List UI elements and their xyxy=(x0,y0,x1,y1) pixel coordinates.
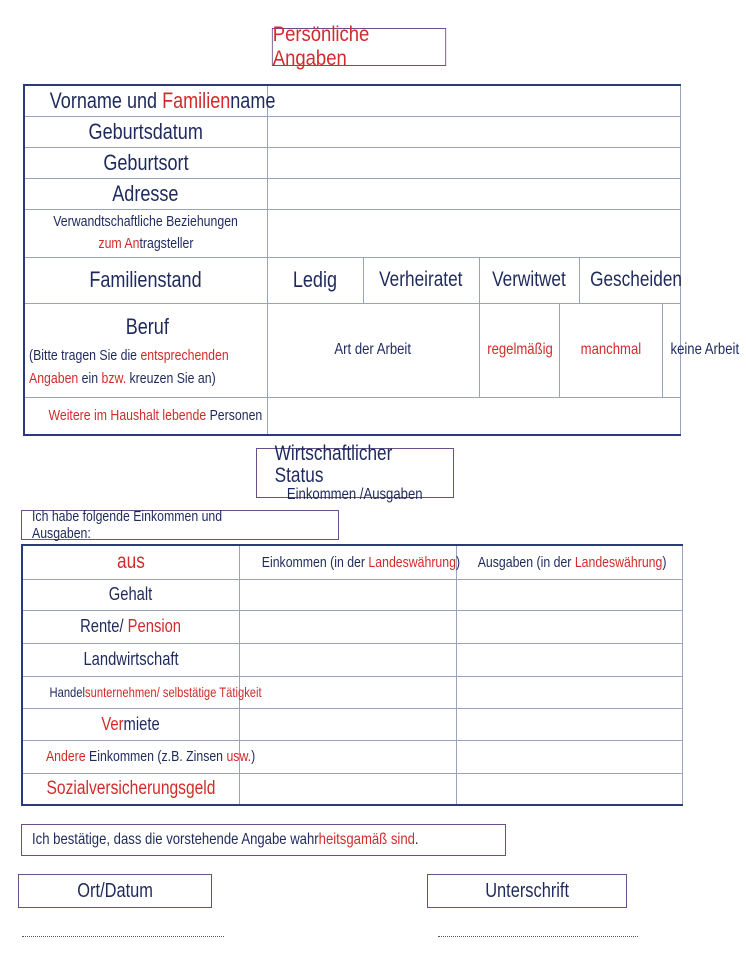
income-business[interactable] xyxy=(239,676,456,708)
input-relation[interactable] xyxy=(267,209,680,257)
status-title: Wirtschaftlicher Status xyxy=(274,441,393,487)
input-name[interactable] xyxy=(267,85,680,116)
option-regular[interactable]: regelmäßig xyxy=(479,303,559,397)
input-birthdate[interactable] xyxy=(267,116,680,147)
label-rent: Vermiete xyxy=(22,708,239,740)
row-address xyxy=(24,178,680,209)
label-household: Weitere im Haushalt lebende Personen xyxy=(24,397,267,435)
input-address[interactable] xyxy=(267,178,680,209)
row-other xyxy=(22,740,682,773)
row-agriculture xyxy=(22,643,682,676)
header-income: Einkommen (in der Landeswährung) xyxy=(239,545,456,579)
place-date-label: Ort/Datum xyxy=(18,874,212,908)
label-salary: Gehalt xyxy=(22,579,239,610)
row-relation xyxy=(24,209,680,257)
personal-info-table xyxy=(23,84,739,436)
income-pension[interactable] xyxy=(239,610,456,643)
expense-business[interactable] xyxy=(456,676,682,708)
label-relation: Verwandtschaftliche Beziehungen zum Antragsteller xyxy=(24,209,267,257)
row-birthdate xyxy=(24,116,680,147)
confirmation-text: Ich bestätige, dass die vorstehende Angabe wahrheitsgamäß sind. xyxy=(32,831,419,848)
row-business xyxy=(22,676,682,708)
expense-agriculture[interactable] xyxy=(456,643,682,676)
option-verwitwet[interactable]: Verwitwet xyxy=(479,257,579,303)
row-marital xyxy=(24,257,680,303)
expense-other[interactable] xyxy=(456,740,682,773)
expense-pension[interactable] xyxy=(456,610,682,643)
option-verheiratet[interactable]: Verheiratet xyxy=(363,257,479,303)
income-table xyxy=(21,544,683,806)
label-other: Andere Einkommen (z.B. Zinsen usw.) xyxy=(22,740,239,773)
label-birthdate: Geburtsdatum xyxy=(24,116,267,147)
label-social: Sozialversicherungsgeld xyxy=(22,773,239,805)
label-name: Vorname und Familienname xyxy=(24,85,267,116)
label-job: Beruf (Bitte tragen Sie die entsprechenden Angaben ein bzw. kreuzen Sie an) xyxy=(24,303,267,397)
income-social[interactable] xyxy=(239,773,456,805)
row-birthplace xyxy=(24,147,680,178)
place-date-line[interactable] xyxy=(22,928,224,937)
income-agriculture[interactable] xyxy=(239,643,456,676)
income-rent[interactable] xyxy=(239,708,456,740)
row-household xyxy=(24,397,680,435)
expense-rent[interactable] xyxy=(456,708,682,740)
signature-label: Unterschrift xyxy=(427,874,627,908)
input-household[interactable] xyxy=(267,397,680,435)
header-expense: Ausgaben (in der Landeswährung) xyxy=(456,545,682,579)
option-ledig[interactable]: Ledig xyxy=(267,257,363,303)
row-job xyxy=(24,303,680,397)
income-other[interactable] xyxy=(239,740,456,773)
label-birthplace: Geburtsort xyxy=(24,147,267,178)
label-marital: Familienstand xyxy=(24,257,267,303)
label-address: Adresse xyxy=(24,178,267,209)
page-title xyxy=(272,23,446,70)
signature-line[interactable] xyxy=(438,928,638,937)
row-name xyxy=(24,85,680,116)
status-subtitle: Einkommen /Ausgaben xyxy=(287,485,423,503)
option-no-job[interactable]: keine Arbeit xyxy=(662,303,680,397)
page-title-text: Persönliche Angaben xyxy=(272,23,370,70)
row-salary xyxy=(22,579,682,610)
confirmation-box xyxy=(21,824,506,856)
income-header-row xyxy=(22,545,682,579)
header-from: aus xyxy=(22,545,239,579)
option-gescheiden[interactable]: Gescheiden xyxy=(579,257,680,303)
row-social xyxy=(22,773,682,805)
option-sometimes[interactable]: manchmal xyxy=(559,303,662,397)
expense-salary[interactable] xyxy=(456,579,682,610)
economic-status-box xyxy=(256,441,454,503)
row-pension xyxy=(22,610,682,643)
income-salary[interactable] xyxy=(239,579,456,610)
option-job-type[interactable]: Art der Arbeit xyxy=(267,303,479,397)
row-rent xyxy=(22,708,682,740)
income-intro-box xyxy=(21,510,339,540)
income-intro-text: Ich habe folgende Einkommen und Ausgaben: xyxy=(32,508,223,542)
input-birthplace[interactable] xyxy=(267,147,680,178)
expense-social[interactable] xyxy=(456,773,682,805)
label-agriculture: Landwirtschaft xyxy=(22,643,239,676)
label-pension: Rente/ Pension xyxy=(22,610,239,643)
label-business: Handelsunternehmen/ selbstätige Tätigkeit xyxy=(22,676,239,708)
